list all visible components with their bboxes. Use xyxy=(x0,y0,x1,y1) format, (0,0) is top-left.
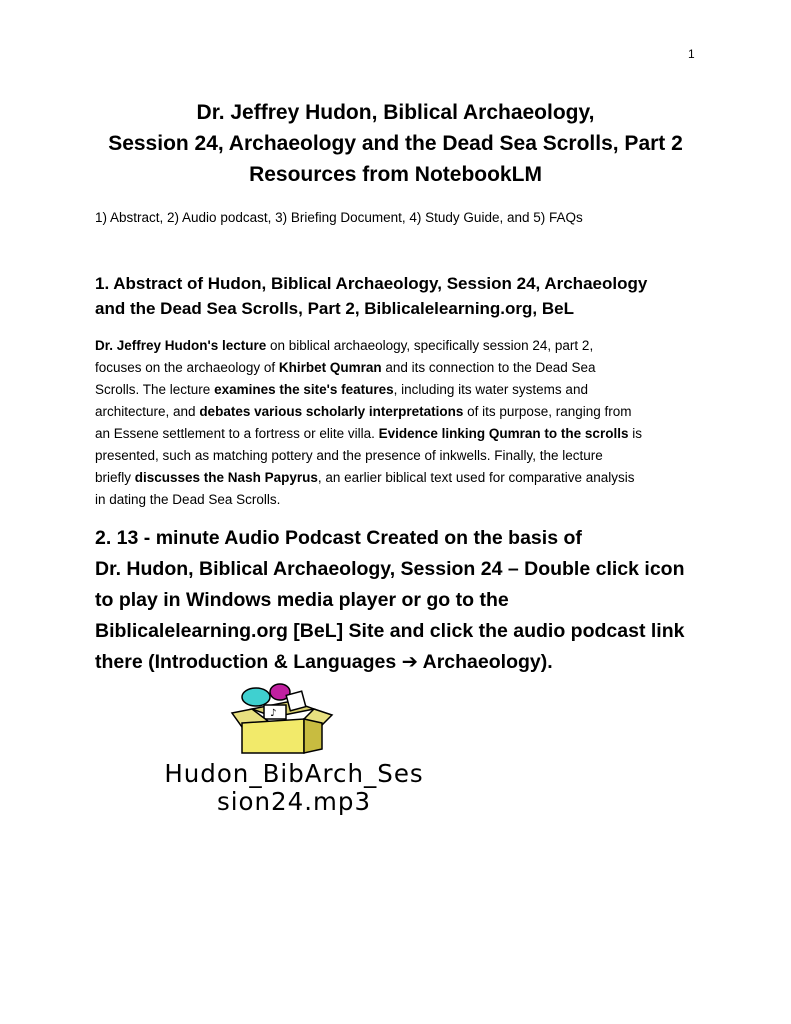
svg-text:♪: ♪ xyxy=(270,708,277,719)
text: , an earlier biblical text used for comparative analysis xyxy=(317,470,635,485)
text: briefly xyxy=(95,470,135,485)
emphasis: examines the site's features xyxy=(214,382,394,397)
podcast-heading-line-1: 2. 13 - minute Audio Podcast Created on the basis of xyxy=(95,527,582,549)
emphasis: Evidence linking Qumran to the scrolls xyxy=(378,426,629,441)
abstract-paragraph xyxy=(95,335,710,511)
abstract-line xyxy=(95,357,710,379)
text: Scrolls. The lecture xyxy=(95,382,215,397)
page-number: 1 xyxy=(688,47,695,61)
title-line-1: Dr. Jeffrey Hudon, Biblical Archaeology, xyxy=(196,101,595,124)
text: , including its water systems and xyxy=(393,382,588,397)
file-name-line-2: sion24.mp3 xyxy=(216,787,372,816)
abstract-line xyxy=(95,445,710,467)
page-title xyxy=(0,97,791,190)
text: and its connection to the Dead Sea xyxy=(381,360,596,375)
text: is xyxy=(628,426,642,441)
text: architecture, and xyxy=(95,404,200,419)
abstract-line xyxy=(95,423,710,445)
text: of its purpose, ranging from xyxy=(463,404,632,419)
text: presented, such as matching pottery and the presence of inkwells. Finally, the lecture xyxy=(95,448,603,463)
podcast-heading-line-3: to play in Windows media player or go to the xyxy=(95,589,509,611)
file-name-line-1: Hudon_BibArch_Ses xyxy=(164,759,424,788)
text: Archaeology). xyxy=(417,651,553,673)
emphasis: Khirbet Qumran xyxy=(278,360,382,375)
abstract-heading-line-2: and the Dead Sea Scrolls, Part 2, Biblicalelearning.org, BeL xyxy=(95,299,574,318)
package-icon-graphic xyxy=(228,683,338,755)
arrow-right-icon: ➔ xyxy=(401,651,418,673)
text: in dating the Dead Sea Scrolls. xyxy=(95,492,281,507)
abstract-line xyxy=(95,489,710,511)
emphasis: debates various scholarly interpretations xyxy=(199,404,464,419)
audio-file-name[interactable] xyxy=(94,760,494,816)
abstract-heading xyxy=(95,271,715,321)
podcast-heading-line-2: Dr. Hudon, Biblical Archaeology, Session 24 – Double click icon xyxy=(95,558,685,580)
abstract-line xyxy=(95,467,710,489)
text: an Essene settlement to a fortress or elite villa. xyxy=(95,426,379,441)
emphasis: Dr. Jeffrey Hudon's lecture xyxy=(95,338,267,353)
title-line-3: Resources from NotebookLM xyxy=(249,163,542,186)
abstract-line xyxy=(95,401,710,423)
abstract-line xyxy=(95,379,710,401)
resources-list: 1) Abstract, 2) Audio podcast, 3) Briefing Document, 4) Study Guide, and 5) FAQs xyxy=(95,210,583,225)
text: there (Introduction & Languages xyxy=(95,651,402,673)
title-line-2: Session 24, Archaeology and the Dead Sea Scrolls, Part 2 xyxy=(108,132,683,155)
text: focuses on the archaeology of xyxy=(95,360,279,375)
podcast-heading-line-4: Biblicalelearning.org [BeL] Site and click the audio podcast link xyxy=(95,620,685,642)
podcast-heading xyxy=(95,523,715,678)
emphasis: discusses the Nash Papyrus xyxy=(134,470,318,485)
podcast-heading-line-5 xyxy=(95,647,715,678)
package-icon[interactable] xyxy=(228,683,338,755)
abstract-line xyxy=(95,335,710,357)
abstract-heading-line-1: 1. Abstract of Hudon, Biblical Archaeology, Session 24, Archaeology xyxy=(95,274,648,293)
text: on biblical archaeology, specifically session 24, part 2, xyxy=(266,338,594,353)
